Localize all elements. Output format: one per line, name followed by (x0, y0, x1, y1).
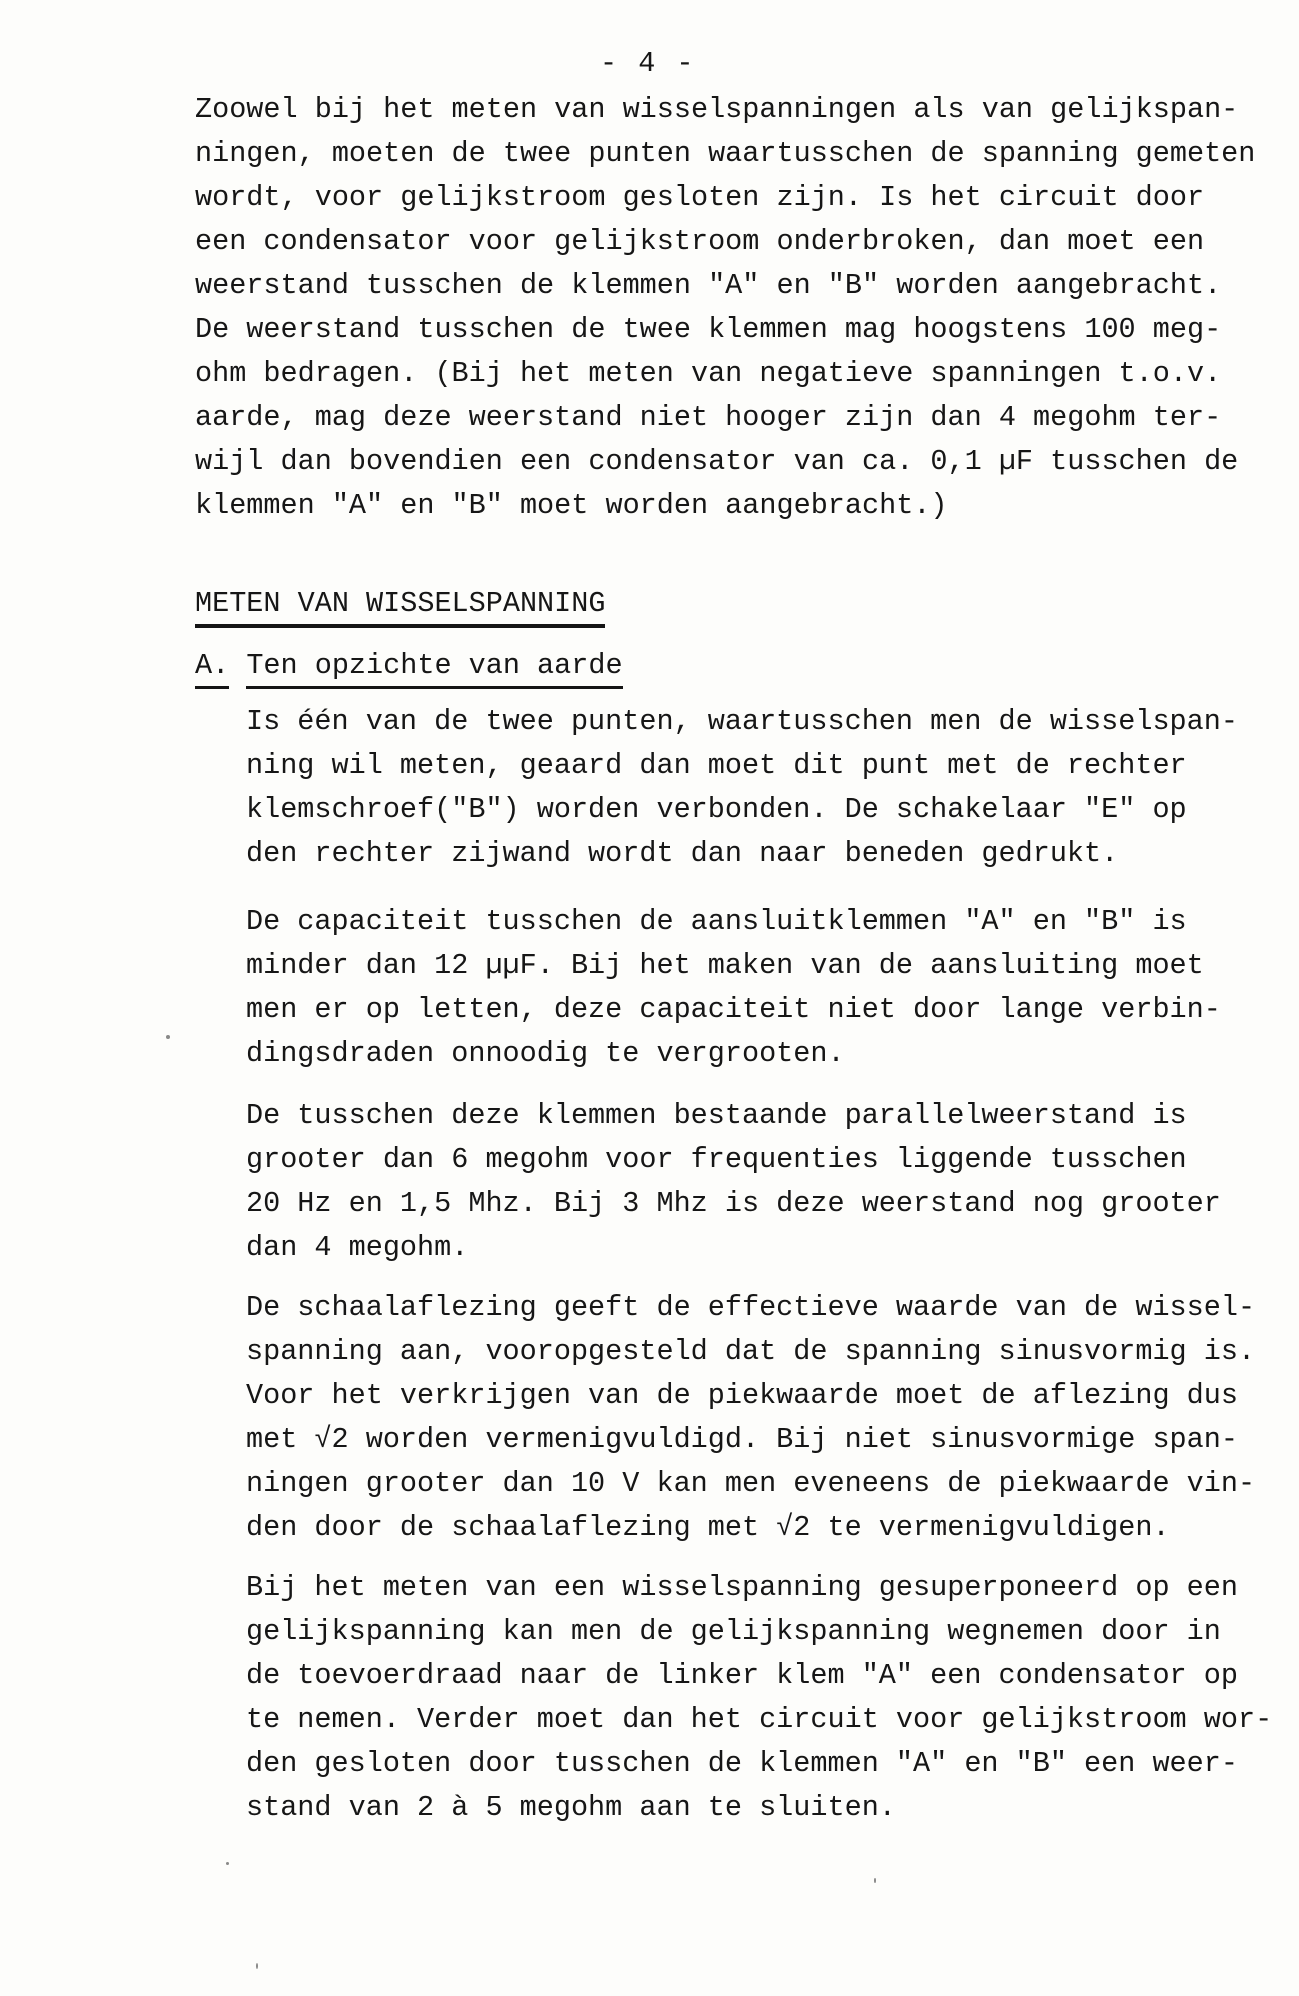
text-line: gelijkspanning kan men de gelijkspanning wegnemen door in (246, 1615, 1221, 1648)
paragraph (246, 900, 1299, 1076)
text-line: minder dan 12 µµF. Bij het maken van de aansluiting moet (246, 949, 1204, 982)
text-line: stand van 2 à 5 megohm aan te sluiten. (246, 1791, 896, 1824)
intro-paragraph (195, 88, 1299, 528)
paragraph (246, 1094, 1299, 1270)
subsection-title: Ten opzichte van aarde (246, 647, 622, 689)
text-line: aarde, mag deze weerstand niet hooger zijn dan 4 megohm ter- (195, 401, 1222, 434)
text-line: ning wil meten, geaard dan moet dit punt met de rechter (246, 749, 1187, 782)
text-line: te nemen. Verder moet dan het circuit voor gelijkstroom wor- (246, 1703, 1273, 1736)
paragraph (246, 700, 1299, 876)
text-line: ohm bedragen. (Bij het meten van negatieve spanningen t.o.v. (195, 357, 1222, 390)
text-line: 20 Hz en 1,5 Mhz. Bij 3 Mhz is deze weerstand nog grooter (246, 1187, 1221, 1220)
text-line: met √2 worden vermenigvuldigd. Bij niet sinusvormige span- (246, 1423, 1238, 1456)
text-line: Is één van de twee punten, waartusschen men de wisselspan- (246, 705, 1238, 738)
text-line: wijl dan bovendien een condensator van ca. 0,1 µF tusschen de (195, 445, 1239, 478)
text-line: den door de schaalaflezing met √2 te vermenigvuldigen. (246, 1511, 1170, 1544)
scan-speck (166, 1035, 170, 1039)
text-line: Zoowel bij het meten van wisselspanningen als van gelijkspan- (195, 93, 1239, 126)
subsection-label: A. (195, 647, 229, 689)
text-line: Voor het verkrijgen van de piekwaarde moet de aflezing dus (246, 1379, 1238, 1412)
text-line: de toevoerdraad naar de linker klem "A" een condensator op (246, 1659, 1238, 1692)
section-heading (195, 582, 1299, 626)
text-line: wordt, voor gelijkstroom gesloten zijn. Is het circuit door (195, 181, 1205, 214)
scan-speck (874, 1878, 876, 1883)
scan-speck (226, 1862, 229, 1865)
section-heading-text: METEN VAN WISSELSPANNING (195, 585, 605, 628)
paragraph (246, 1286, 1299, 1550)
text-line: grooter dan 6 megohm voor frequenties liggende tusschen (246, 1143, 1187, 1176)
text-line: spanning aan, vooropgesteld dat de spanning sinusvormig is. (246, 1335, 1256, 1368)
text-line: een condensator voor gelijkstroom onderbroken, dan moet een (195, 225, 1205, 258)
text-line: dingsdraden onnoodig te vergrooten. (246, 1037, 845, 1070)
text-line: De capaciteit tusschen de aansluitklemmen "A" en "B" is (246, 905, 1187, 938)
text-line: dan 4 megohm. (246, 1231, 469, 1264)
page-number: - 4 - (600, 47, 696, 80)
subsection-heading (195, 644, 1299, 688)
text-line: weerstand tusschen de klemmen "A" en "B" worden aangebracht. (195, 269, 1222, 302)
text-line: klemmen "A" en "B" moet worden aangebracht.) (195, 489, 948, 522)
text-line: De schaalaflezing geeft de effectieve waarde van de wissel- (246, 1291, 1256, 1324)
text-line: den rechter zijwand wordt dan naar beneden gedrukt. (246, 837, 1119, 870)
scan-speck (256, 1963, 258, 1969)
text-line: den gesloten door tusschen de klemmen "A" en "B" een weer- (246, 1747, 1238, 1780)
text-line: ningen grooter dan 10 V kan men eveneens de piekwaarde vin- (246, 1467, 1256, 1500)
text-line: De tusschen deze klemmen bestaande parallelweerstand is (246, 1099, 1187, 1132)
text-line: klemschroef("B") worden verbonden. De schakelaar "E" op (246, 793, 1187, 826)
paragraph (246, 1566, 1299, 1830)
text-line: Bij het meten van een wisselspanning gesuperponeerd op een (246, 1571, 1238, 1604)
text-line: De weerstand tusschen de twee klemmen mag hoogstens 100 meg- (195, 313, 1222, 346)
text-line: ningen, moeten de twee punten waartusschen de spanning gemeten (195, 137, 1256, 170)
text-line: men er op letten, deze capaciteit niet door lange verbin- (246, 993, 1221, 1026)
